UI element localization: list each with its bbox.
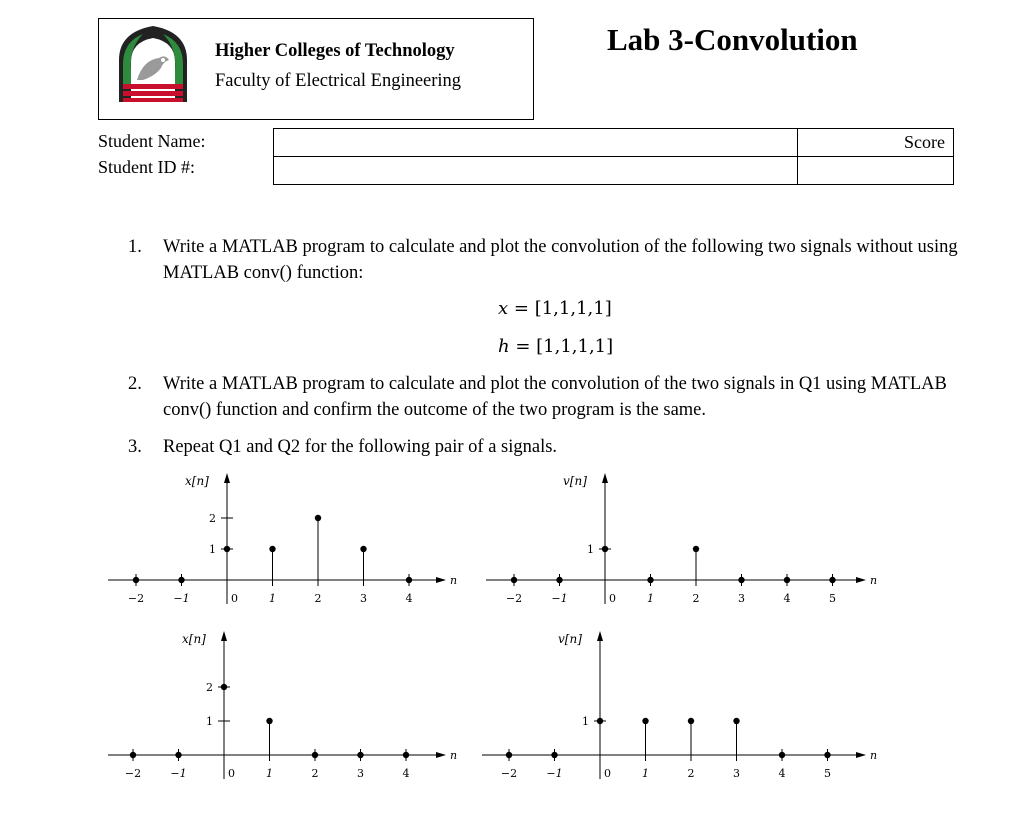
stem-point bbox=[403, 752, 409, 758]
x-axis-arrow bbox=[856, 752, 866, 758]
stem-point bbox=[642, 718, 648, 724]
x-tick-label: −2 bbox=[505, 592, 523, 605]
student-name-label: Student Name: bbox=[98, 131, 206, 151]
x-axis-label: n bbox=[450, 574, 458, 587]
x-tick-label: −1 bbox=[546, 767, 563, 780]
y-tick-label: 1 bbox=[582, 715, 589, 728]
x-tick-label: −2 bbox=[127, 592, 145, 605]
stem-point bbox=[178, 577, 184, 583]
y-tick-label: 1 bbox=[209, 543, 216, 556]
stem-point bbox=[829, 577, 835, 583]
y-tick-label: 2 bbox=[206, 681, 213, 694]
stem-point bbox=[269, 546, 275, 552]
stem-point bbox=[360, 546, 366, 552]
x-tick-label: 1 bbox=[647, 592, 654, 605]
x-tick-label: 0 bbox=[228, 767, 235, 780]
stem-point bbox=[647, 577, 653, 583]
stem-point bbox=[506, 752, 512, 758]
score-label: Score bbox=[798, 129, 954, 157]
stem-point bbox=[133, 577, 139, 583]
stem-point bbox=[597, 718, 603, 724]
x-tick-label: 2 bbox=[311, 767, 319, 780]
x-tick-label: 1 bbox=[266, 767, 273, 780]
y-tick-label: 2 bbox=[209, 512, 216, 525]
y-tick-label: 1 bbox=[206, 715, 213, 728]
y-axis-label: x[n] bbox=[182, 632, 206, 646]
stem-point bbox=[556, 577, 562, 583]
x-axis-arrow bbox=[436, 752, 446, 758]
y-axis-label: v[n] bbox=[558, 632, 582, 646]
x-tick-label: 4 bbox=[402, 767, 410, 780]
stem-point bbox=[693, 546, 699, 552]
x-tick-label: −2 bbox=[124, 767, 142, 780]
question-number: 2. bbox=[128, 374, 142, 394]
x-tick-label: 2 bbox=[687, 767, 695, 780]
x-tick-label: −2 bbox=[500, 767, 518, 780]
x-tick-label: −1 bbox=[170, 767, 187, 780]
x-tick-label: 1 bbox=[642, 767, 649, 780]
y-axis-arrow bbox=[224, 473, 230, 483]
stem-point bbox=[315, 515, 321, 521]
x-tick-label: 3 bbox=[733, 767, 740, 780]
x-axis-label: n bbox=[450, 749, 458, 762]
stem-point bbox=[224, 546, 230, 552]
stem-point bbox=[602, 546, 608, 552]
equation-h-lhs: h bbox=[498, 336, 510, 357]
y-tick-label: 1 bbox=[587, 543, 594, 556]
x-tick-label: 2 bbox=[692, 592, 700, 605]
stem-point bbox=[406, 577, 412, 583]
x-tick-label: 0 bbox=[231, 592, 238, 605]
stem-point bbox=[175, 752, 181, 758]
y-axis-arrow bbox=[597, 631, 603, 641]
y-axis-label: x[n] bbox=[185, 474, 209, 488]
stem-point bbox=[733, 718, 739, 724]
stem-point bbox=[688, 718, 694, 724]
stem-point bbox=[511, 577, 517, 583]
faculty-name: Faculty of Electrical Engineering bbox=[215, 71, 462, 91]
x-tick-label: 4 bbox=[783, 592, 791, 605]
institution-name: Higher Colleges of Technology bbox=[215, 41, 455, 61]
x-tick-label: −1 bbox=[173, 592, 190, 605]
equation-x-rhs: = [1,1,1,1] bbox=[513, 298, 612, 319]
x-axis-arrow bbox=[856, 577, 866, 583]
stem-point bbox=[784, 577, 790, 583]
lab-title: Lab 3-Convolution bbox=[607, 22, 858, 57]
x-tick-label: 4 bbox=[778, 767, 786, 780]
equation-h-rhs: = [1,1,1,1] bbox=[515, 336, 614, 357]
x-tick-label: 4 bbox=[405, 592, 413, 605]
stem-point bbox=[738, 577, 744, 583]
stem-point bbox=[357, 752, 363, 758]
question-text: Write a MATLAB program to calculate and plot the convolution of the following two signals without using MATLAB conv() function: bbox=[163, 237, 958, 283]
x-axis-arrow bbox=[436, 577, 446, 583]
x-tick-label: 2 bbox=[314, 592, 322, 605]
x-tick-label: 5 bbox=[824, 767, 831, 780]
x-tick-label: −1 bbox=[551, 592, 568, 605]
x-axis-label: n bbox=[870, 574, 878, 587]
stem-point bbox=[824, 752, 830, 758]
stem-point bbox=[221, 684, 227, 690]
x-tick-label: 3 bbox=[357, 767, 364, 780]
x-tick-label: 0 bbox=[609, 592, 616, 605]
question-text: Repeat Q1 and Q2 for the following pair of a signals. bbox=[163, 437, 558, 457]
x-tick-label: 5 bbox=[829, 592, 836, 605]
stem-point bbox=[551, 752, 557, 758]
x-tick-label: 3 bbox=[738, 592, 745, 605]
stem-point bbox=[130, 752, 136, 758]
equation-x-lhs: x bbox=[498, 298, 509, 319]
stem-point bbox=[312, 752, 318, 758]
question-text: Write a MATLAB program to calculate and plot the convolution of the two signals in Q1 using MATLAB conv() function and confirm the outcome of the two program is the same. bbox=[163, 374, 947, 420]
stem-point bbox=[779, 752, 785, 758]
y-axis-arrow bbox=[221, 631, 227, 641]
x-tick-label: 1 bbox=[269, 592, 276, 605]
x-tick-label: 0 bbox=[604, 767, 611, 780]
stem-point bbox=[266, 718, 272, 724]
student-id-label: Student ID #: bbox=[98, 157, 195, 177]
y-axis-label: v[n] bbox=[563, 474, 587, 488]
x-tick-label: 3 bbox=[360, 592, 367, 605]
y-axis-arrow bbox=[602, 473, 608, 483]
question-number: 3. bbox=[128, 437, 142, 457]
question-number: 1. bbox=[128, 237, 142, 257]
x-axis-label: n bbox=[870, 749, 878, 762]
